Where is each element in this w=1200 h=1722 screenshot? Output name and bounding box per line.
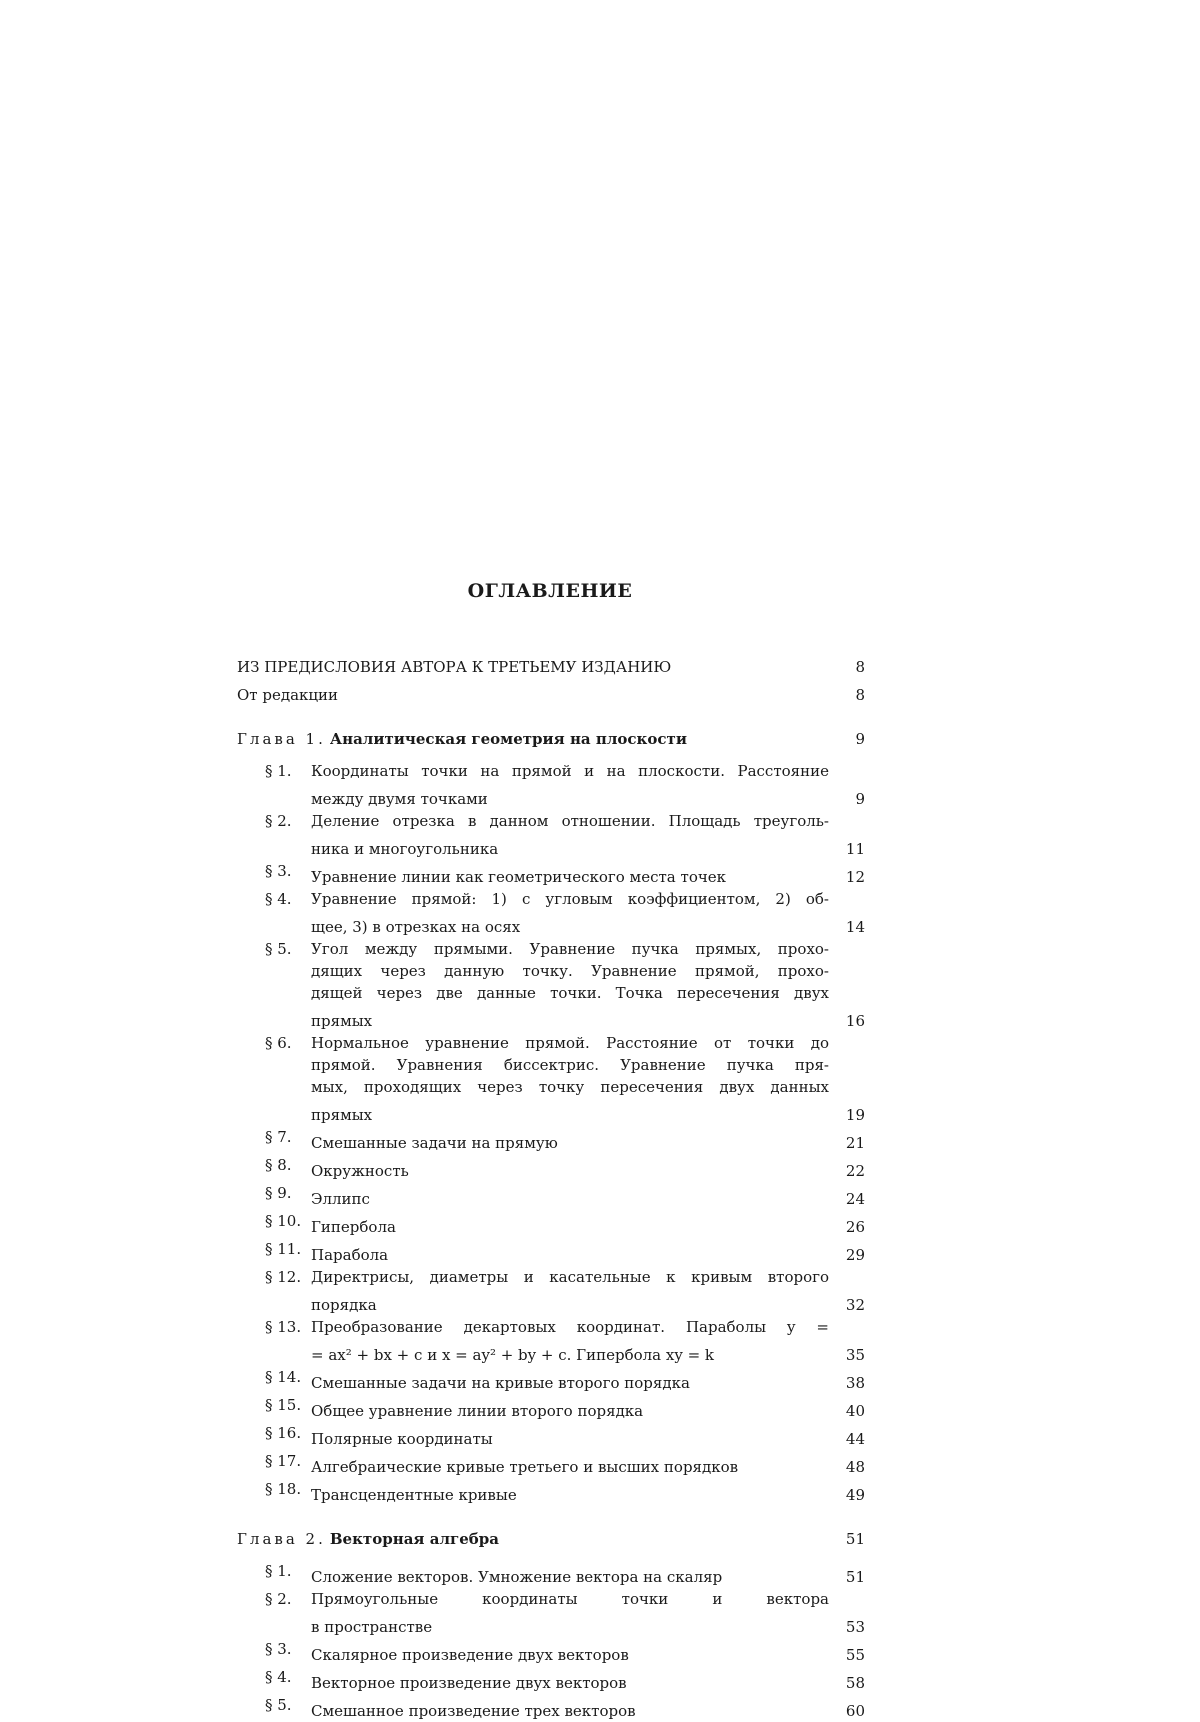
section-page: 40 <box>845 1402 865 1420</box>
section-title-line: Деление отрезка в данном отношении. Площадь треуголь- <box>311 812 829 830</box>
section-title-last-line: Алгебраические кривые третьего и высших порядков <box>311 1458 739 1476</box>
section-number: § 2. <box>265 812 292 830</box>
section-title <box>311 1032 829 1126</box>
section-page: 21 <box>845 1134 865 1152</box>
section-page: 44 <box>845 1430 865 1448</box>
dot-leader <box>642 1694 829 1716</box>
dot-leader <box>394 1238 829 1260</box>
dot-leader <box>344 678 823 700</box>
toc-section-2-4[interactable] <box>237 1666 865 1694</box>
section-title <box>311 1450 829 1478</box>
dot-leader <box>564 1126 829 1148</box>
toc-section-1-16[interactable] <box>237 1422 865 1450</box>
section-title-last-line: в пространстве <box>311 1618 433 1636</box>
section-title-last-line: Уравнение линии как геометрического места точек <box>311 868 727 886</box>
section-number: § 10. <box>265 1212 302 1230</box>
section-title-last-line: Окружность <box>311 1162 409 1180</box>
section-title-last-line: Смешанные задачи на прямую <box>311 1134 558 1152</box>
dot-leader <box>499 1422 829 1444</box>
section-number: § 3. <box>265 1640 292 1658</box>
chapter-page: 51 <box>845 1530 865 1548</box>
toc-section-1-11[interactable] <box>237 1238 865 1266</box>
toc-section-1-6[interactable] <box>237 1032 865 1126</box>
section-title-last-line: Сложение векторов. Умножение вектора на скаляр <box>311 1568 723 1586</box>
toc-section-1-12[interactable] <box>237 1266 865 1316</box>
section-title <box>311 1126 829 1154</box>
toc-section-1-13[interactable] <box>237 1316 865 1366</box>
dot-leader <box>505 1522 823 1544</box>
section-title <box>311 1638 829 1666</box>
chapter-heading <box>237 728 687 750</box>
dot-leader <box>383 1288 829 1310</box>
section-title-line: Угол между прямыми. Уравнение пучка прямых, прохо- <box>311 940 829 958</box>
section-number: § 6. <box>265 1034 292 1052</box>
section-title <box>311 1210 829 1238</box>
section-title-last-line: = ax² + bx + c и x = ay² + by + c. Гипербола xy = k <box>311 1346 715 1364</box>
toc-section-1-14[interactable] <box>237 1366 865 1394</box>
section-number: § 2. <box>265 1590 292 1608</box>
section-number: § 12. <box>265 1268 302 1286</box>
section-page: 11 <box>845 840 865 858</box>
dot-leader <box>732 860 829 882</box>
dot-leader <box>693 722 823 744</box>
section-title <box>311 810 829 860</box>
dot-leader <box>635 1638 829 1660</box>
toc-entry-page: 8 <box>855 686 865 704</box>
section-number: § 7. <box>265 1128 292 1146</box>
section-title <box>311 1238 829 1266</box>
section-title-last-line: между двумя точками <box>311 790 488 808</box>
toc-section-1-8[interactable] <box>237 1154 865 1182</box>
chapter-heading <box>237 1528 499 1550</box>
section-page: 38 <box>845 1374 865 1392</box>
section-title-last-line: Общее уравнение линии второго порядка <box>311 1402 644 1420</box>
section-title <box>311 1478 829 1506</box>
dot-leader <box>494 782 829 804</box>
section-page: 22 <box>845 1162 865 1180</box>
section-title <box>311 1666 829 1694</box>
toc-section-2-5[interactable] <box>237 1694 865 1722</box>
section-number: § 4. <box>265 890 292 908</box>
dot-leader <box>649 1394 829 1416</box>
toc-section-1-9[interactable] <box>237 1182 865 1210</box>
section-page: 51 <box>845 1568 865 1586</box>
page-title: ОГЛАВЛЕНИЕ <box>467 580 633 602</box>
toc-chapter-1[interactable] <box>237 722 865 750</box>
toc-chapter-2[interactable] <box>237 1522 865 1550</box>
section-title <box>311 860 829 888</box>
section-number: § 4. <box>265 1668 292 1686</box>
section-page: 19 <box>845 1106 865 1124</box>
section-page: 32 <box>845 1296 865 1314</box>
section-title-last-line: прямых <box>311 1012 373 1030</box>
section-title-last-line: Векторное произведение двух векторов <box>311 1674 627 1692</box>
section-number: § 1. <box>265 1562 292 1580</box>
section-title-last-line: Парабола <box>311 1246 389 1264</box>
toc-entry-text: ИЗ ПРЕДИСЛОВИЯ АВТОРА К ТРЕТЬЕМУ ИЗДАНИЮ <box>237 658 672 676</box>
section-page: 55 <box>845 1646 865 1664</box>
section-title <box>311 1316 829 1366</box>
dot-leader <box>633 1666 829 1688</box>
section-title-last-line: Скалярное произведение двух векторов <box>311 1646 629 1664</box>
section-title <box>311 888 829 938</box>
dot-leader <box>744 1450 829 1472</box>
toc-entry-page: 8 <box>855 658 865 676</box>
dot-leader <box>720 1338 829 1360</box>
section-number: § 11. <box>265 1240 302 1258</box>
toc-section-1-5[interactable] <box>237 938 865 1032</box>
section-title-line: Координаты точки на прямой и на плоскости. Расстояние <box>311 762 829 780</box>
toc-entry-text: От редакции <box>237 686 339 704</box>
toc-section-1-18[interactable] <box>237 1478 865 1506</box>
section-number: § 14. <box>265 1368 302 1386</box>
toc-section-2-2[interactable] <box>237 1588 865 1638</box>
section-title-line: Нормальное уравнение прямой. Расстояние от точки до <box>311 1034 829 1052</box>
section-title-last-line: щее, 3) в отрезках на осях <box>311 918 521 936</box>
section-title <box>311 1560 829 1588</box>
section-page: 26 <box>845 1218 865 1236</box>
section-title <box>311 1266 829 1316</box>
section-title-last-line: ника и многоугольника <box>311 840 499 858</box>
toc-section-1-2[interactable] <box>237 810 865 860</box>
section-title-line: Директрисы, диаметры и касательные к кривым второго <box>311 1268 829 1286</box>
section-title-line: Преобразование декартовых координат. Параболы y = <box>311 1318 829 1336</box>
toc-section-1-4[interactable] <box>237 888 865 938</box>
section-title-last-line: порядка <box>311 1296 377 1314</box>
dot-leader <box>438 1610 829 1632</box>
chapter-title: Векторная алгебра <box>329 1530 499 1548</box>
section-page: 48 <box>845 1458 865 1476</box>
section-page: 9 <box>855 790 865 808</box>
chapter-label: Глава 2. <box>237 1530 326 1548</box>
section-page: 29 <box>845 1246 865 1264</box>
dot-leader <box>523 1478 829 1500</box>
section-number: § 18. <box>265 1480 302 1498</box>
section-title-line: Уравнение прямой: 1) с угловым коэффициентом, 2) об- <box>311 890 829 908</box>
section-title-line: дящих через данную точку. Уравнение прямой, прохо- <box>311 962 829 980</box>
chapter-title: Аналитическая геометрия на плоскости <box>329 730 687 748</box>
section-page: 24 <box>845 1190 865 1208</box>
section-page: 12 <box>845 868 865 886</box>
toc-section-2-1[interactable] <box>237 1560 865 1588</box>
dot-leader <box>677 650 823 672</box>
section-title-last-line: Трансцендентные кривые <box>311 1486 517 1504</box>
section-number: § 3. <box>265 862 292 880</box>
toc-section-1-1[interactable] <box>237 760 865 810</box>
section-title-line: Прямоугольные координаты точки и вектора <box>311 1590 829 1608</box>
section-page: 14 <box>845 918 865 936</box>
dot-leader <box>402 1210 829 1232</box>
section-number: § 8. <box>265 1156 292 1174</box>
section-page: 58 <box>845 1674 865 1692</box>
section-title <box>311 938 829 1032</box>
dot-leader <box>378 1004 829 1026</box>
dot-leader <box>504 832 829 854</box>
section-title-line: прямой. Уравнения биссектрис. Уравнение пучка пря- <box>311 1056 829 1074</box>
toc-section-1-10[interactable] <box>237 1210 865 1238</box>
toc-section-1-3[interactable] <box>237 860 865 888</box>
section-title <box>311 1394 829 1422</box>
dot-leader <box>526 910 829 932</box>
section-number: § 5. <box>265 940 292 958</box>
toc-section-2-3[interactable] <box>237 1638 865 1666</box>
toc-section-1-7[interactable] <box>237 1126 865 1154</box>
chapter-label: Глава 1. <box>237 730 326 748</box>
section-title-line: мых, проходящих через точку пересечения двух данных <box>311 1078 829 1096</box>
chapter-page: 9 <box>855 730 865 748</box>
toc-section-1-17[interactable] <box>237 1450 865 1478</box>
section-number: § 17. <box>265 1452 302 1470</box>
table-of-contents <box>237 650 865 1722</box>
section-page: 49 <box>845 1486 865 1504</box>
section-title <box>311 1588 829 1638</box>
section-number: § 5. <box>265 1696 292 1714</box>
toc-entry-editorial[interactable] <box>237 678 865 706</box>
section-title <box>311 1154 829 1182</box>
section-title-last-line: Гипербола <box>311 1218 396 1236</box>
section-number: § 16. <box>265 1424 302 1442</box>
section-title-last-line: Эллипс <box>311 1190 370 1208</box>
dot-leader <box>376 1182 829 1204</box>
section-title-last-line: прямых <box>311 1106 373 1124</box>
section-number: § 1. <box>265 762 292 780</box>
toc-section-1-15[interactable] <box>237 1394 865 1422</box>
section-page: 53 <box>845 1618 865 1636</box>
dot-leader <box>415 1154 829 1176</box>
section-number: § 15. <box>265 1396 302 1414</box>
toc-entry-preface[interactable] <box>237 650 865 678</box>
section-title-last-line: Смешанное произведение трех векторов <box>311 1702 636 1720</box>
section-page: 16 <box>845 1012 865 1030</box>
section-number: § 9. <box>265 1184 292 1202</box>
section-title-last-line: Смешанные задачи на кривые второго порядка <box>311 1374 690 1392</box>
dot-leader <box>696 1366 829 1388</box>
section-page: 60 <box>845 1702 865 1720</box>
section-title <box>311 1182 829 1210</box>
section-title <box>311 1366 829 1394</box>
dot-leader <box>378 1098 829 1120</box>
section-title-last-line: Полярные координаты <box>311 1430 493 1448</box>
section-title-line: дящей через две данные точки. Точка пересечения двух <box>311 984 829 1002</box>
section-title <box>311 760 829 810</box>
section-title <box>311 1694 829 1722</box>
dot-leader <box>728 1560 829 1582</box>
section-number: § 13. <box>265 1318 302 1336</box>
section-page: 35 <box>845 1346 865 1364</box>
section-title <box>311 1422 829 1450</box>
